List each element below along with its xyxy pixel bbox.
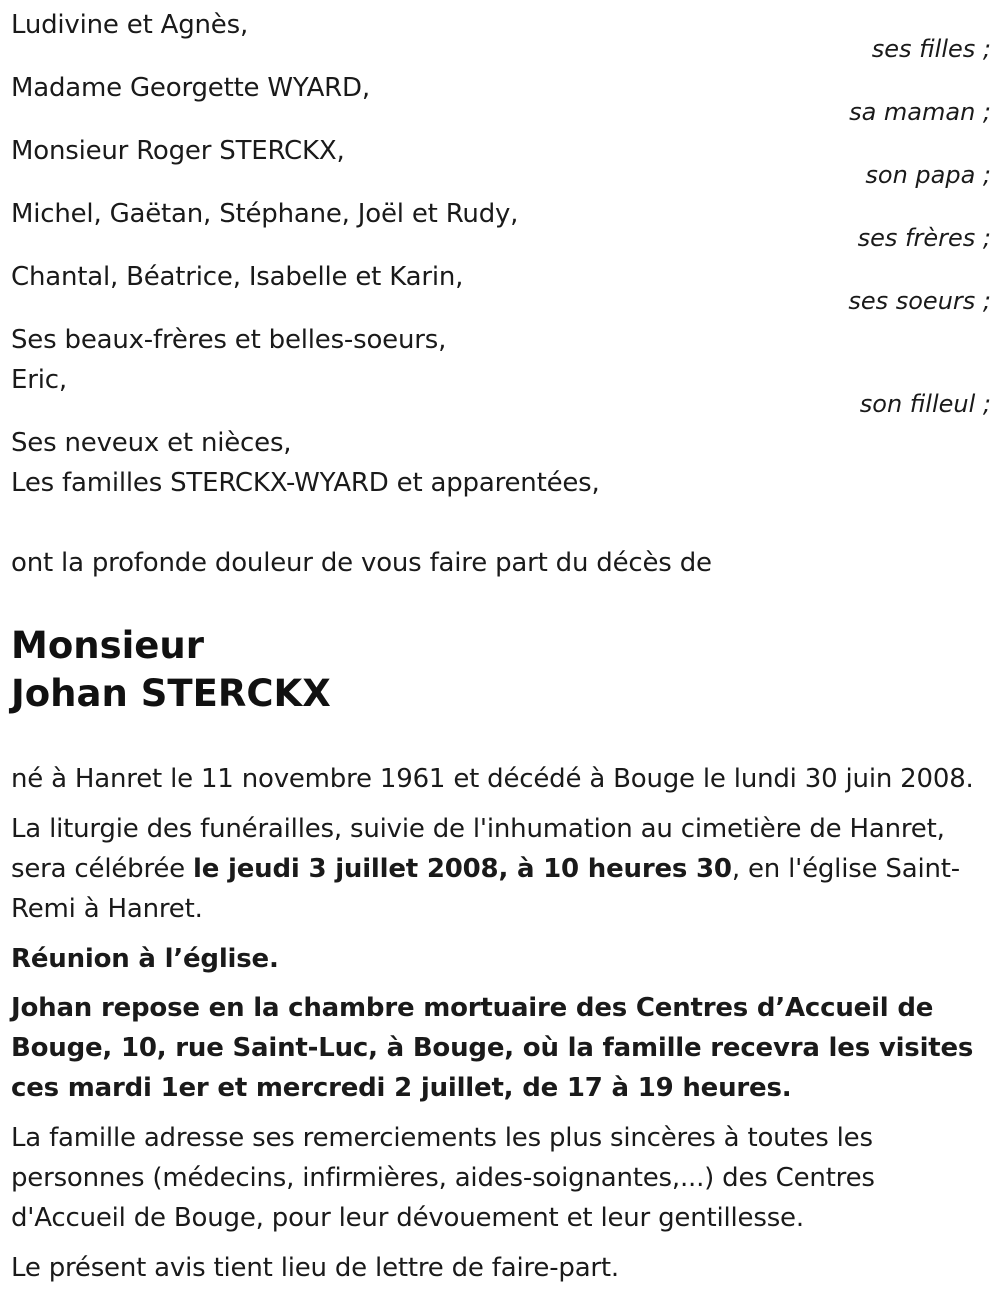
relation-godson: son filleul ;	[859, 390, 991, 418]
meeting-text: Réunion à l’église.	[11, 944, 279, 974]
thanks-text: La famille adresse ses remerciements les plus sincères à toutes les personnes (médecins, infirmières, aides-soignantes,...) des Centres d'Accueil de Bouge, pour leur dévouement et leur gentillesse.	[11, 1123, 875, 1233]
family-line-in-laws: Ses beaux-frères et belles-soeurs,	[11, 325, 447, 355]
visitation-text: Johan repose en la chambre mortuaire des Centres d’Accueil de Bouge, 10, rue Saint-Luc, à Bouge, où la famille recevra les visites ces mardi 1er et mercredi 2 juillet, de 17 à 19 heures.	[11, 993, 974, 1103]
relation-sisters: ses soeurs ;	[848, 287, 991, 315]
family-line-daughters: Ludivine et Agnès,	[11, 10, 249, 40]
relation-mother: sa maman ;	[849, 98, 991, 126]
funeral-text	[11, 809, 996, 929]
family-line-families: Les familles STERCKX-WYARD et apparentées,	[11, 468, 600, 498]
family-line-godson: Eric,	[11, 365, 67, 395]
family-line-sisters: Chantal, Béatrice, Isabelle et Karin,	[11, 262, 464, 292]
funeral-text-part2: , en l'église Saint-Remi à Hanret.	[11, 854, 960, 924]
closing-text: Le présent avis tient lieu de lettre de faire-part.	[11, 1253, 619, 1283]
family-line-brothers: Michel, Gaëtan, Stéphane, Joël et Rudy,	[11, 199, 519, 229]
family-line-father: Monsieur Roger STERCKX,	[11, 136, 345, 166]
funeral-date: le jeudi 3 juillet 2008, à 10 heures 30	[193, 854, 732, 884]
birth-death-text: né à Hanret le 11 novembre 1961 et décédé à Bouge le lundi 30 juin 2008.	[11, 764, 974, 794]
family-line-nephews: Ses neveux et nièces,	[11, 428, 292, 458]
relation-father: son papa ;	[865, 161, 991, 189]
deceased-name-block	[11, 622, 331, 718]
deceased-name: Johan STERCKX	[11, 672, 331, 715]
family-line-mother: Madame Georgette WYARD,	[11, 73, 370, 103]
funeral-text-part1: La liturgie des funérailles, suivie de l'inhumation au cimetière de Hanret, sera célébrée	[11, 814, 945, 884]
relation-daughters: ses filles ;	[871, 35, 991, 63]
announcement-text: ont la profonde douleur de vous faire part du décès de	[11, 548, 712, 578]
deceased-title: Monsieur	[11, 624, 204, 667]
relation-brothers: ses frères ;	[857, 224, 991, 252]
